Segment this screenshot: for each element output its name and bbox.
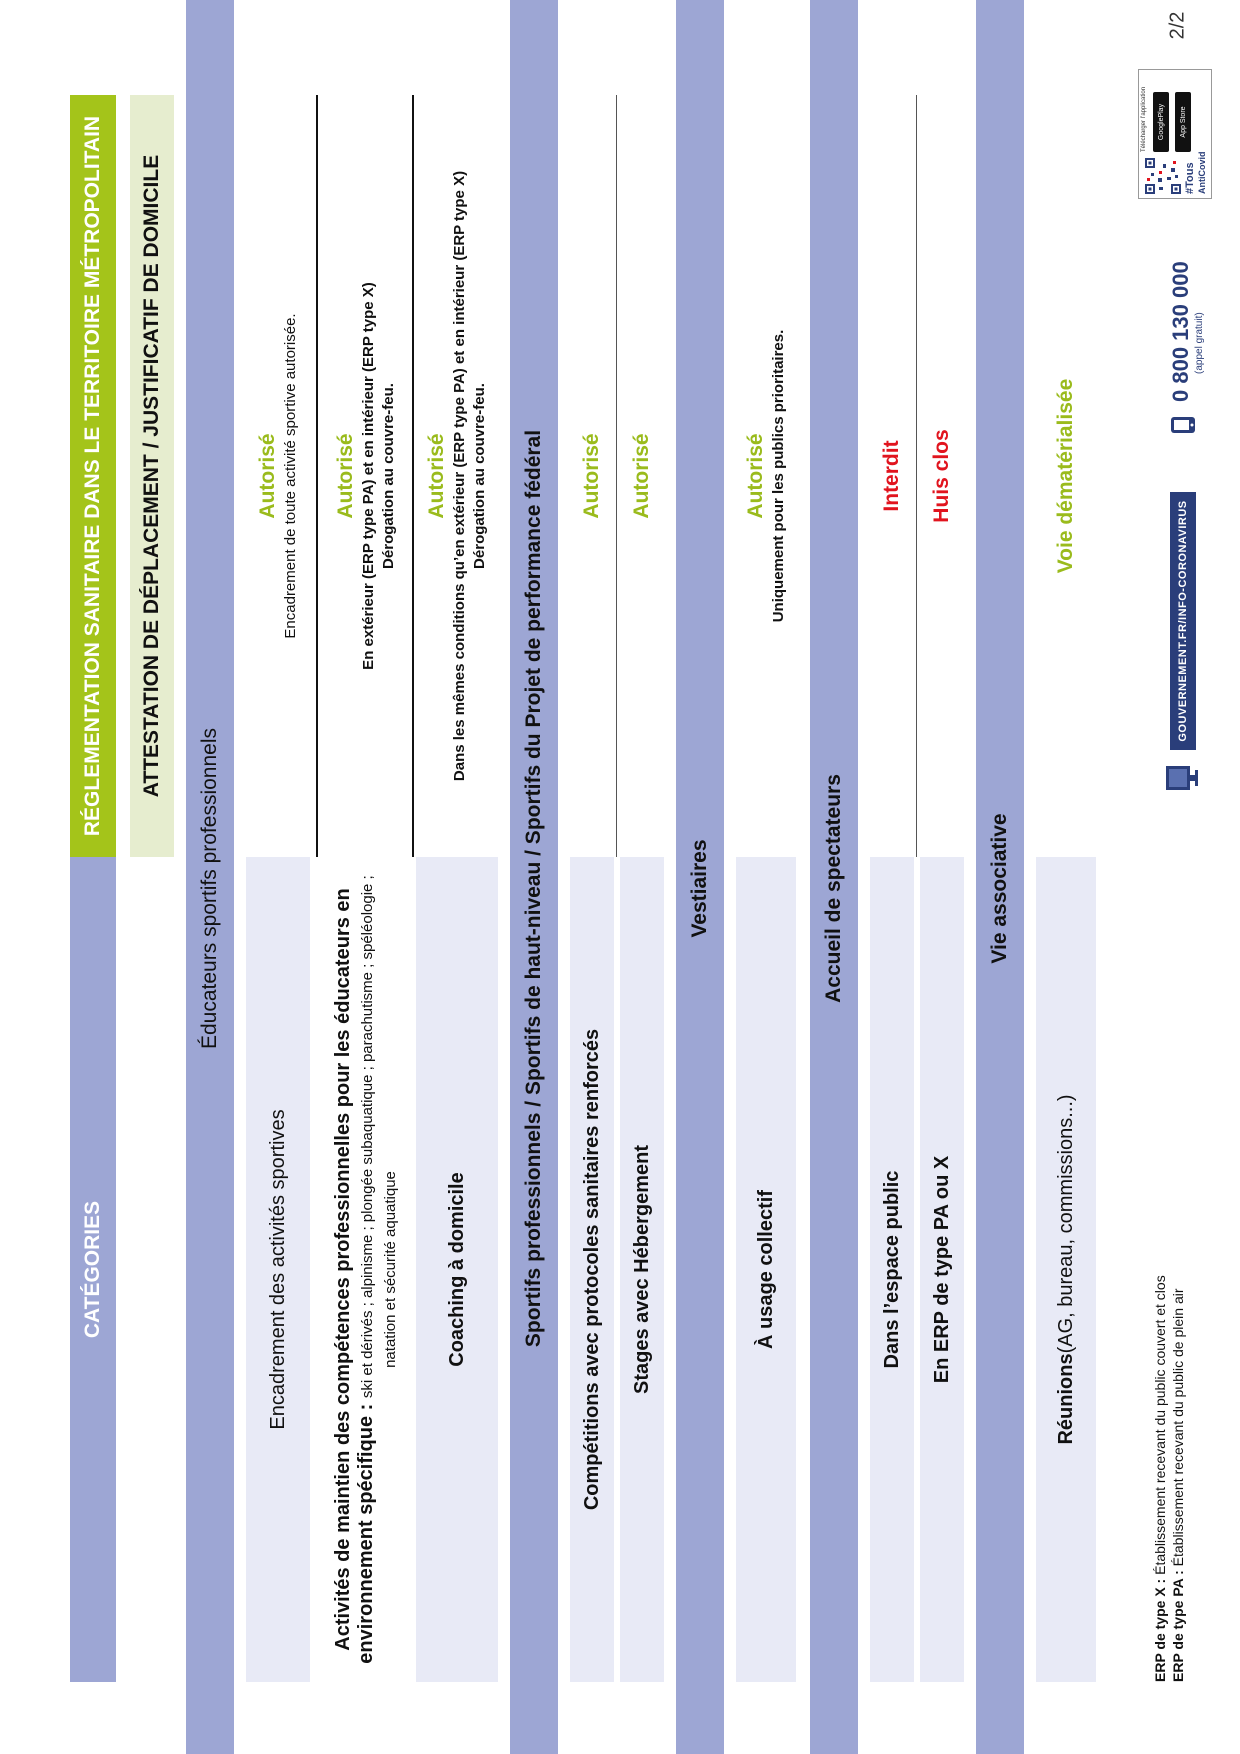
status-note: Uniquement pour les publics prioritaires. [769,329,787,623]
row-coaching [416,0,498,1754]
app-name-2: AntiCovid [1197,151,1207,194]
section-sportifs [510,0,558,1754]
status-text: Interdit [880,440,904,512]
row-usage-collectif [736,0,796,1754]
row-label [332,871,401,1668]
row-label: Compétitions avec protocoles sanitaires renforcés [570,857,614,1682]
row-label-main: Activités de maintien des compétences professionnelles pour les éducateurs en environnement spécifique : [331,888,377,1664]
row-label-main: Réunions [1054,1353,1077,1445]
status-text: Autorisé [630,433,654,519]
section-vestiaires [676,0,724,1754]
legend-erp-x [1152,1275,1170,1682]
section-associative [976,0,1024,1754]
status-text: Autorisé [256,433,280,519]
row-reunions [1036,0,1096,1754]
row-label: Dans l’espace public [870,857,914,1682]
row-status-cell [920,95,964,857]
google-play-button[interactable]: GooglePlay [1153,92,1169,152]
row-status-cell [1036,95,1096,857]
header-row [70,0,116,1754]
section-educateurs [186,0,234,1754]
row-label: Encadrement des activités sportives [246,857,310,1682]
status-note: Encadrement de toute activité sportive autorisée. [281,313,299,639]
app-download-box[interactable] [1138,69,1212,199]
legend-key: ERP de type X : [1152,1578,1168,1682]
app-store-button[interactable]: App Store [1175,92,1191,152]
legend-text: Établissement recevant du public couvert et clos [1152,1275,1168,1579]
row-status-cell [736,95,796,857]
gov-url-link[interactable]: GOUVERNEMENT.FR/INFO-CORONAVIRUS [1170,492,1196,750]
section-spectateurs [810,0,858,1754]
phone-icon [1170,414,1196,436]
phone-note: (appel gratuit) [1194,312,1205,374]
page-number: 2/2 [1166,11,1189,40]
legend-erp-pa [1170,1275,1188,1682]
legend-text: Établissement recevant du public de plein air [1169,1288,1186,1571]
row-erp-pa-x [920,0,964,1754]
categories-header: CATÉGORIES [70,857,116,1682]
row-status-cell [870,95,914,857]
status-text: Autorisé [744,433,768,519]
row-maintien [320,0,412,1754]
phone-number[interactable]: 0 800 130 000 [1168,261,1193,402]
status-text: Autorisé [334,433,358,519]
status-note: Dans les mêmes conditions qu’en extérieur (ERP type PA) et en intérieur (ERP type X) [450,170,468,782]
row-status-cell [416,95,498,857]
section-label: Sportifs professionnels / Sportifs de haut-niveau / Sportifs du Projet de performance fédéral [522,429,545,1348]
row-status-cell [570,95,614,857]
status-note-2: Dérogation au couvre-feu. [470,383,488,569]
app-name: #Tous [1184,162,1196,194]
row-status-cell [320,95,412,857]
row-label-detail: ski et dérivés ; alpinisme ; plongée subaquatique ; parachutisme ; spéléologie ; natation et sécurité aquatique [358,875,399,1399]
section-label: Éducateurs sportifs professionnels [198,728,221,1049]
section-label: Accueil de spectateurs [822,774,845,1003]
row-label-detail: (AG, bureau, commissions...) [1054,1094,1077,1354]
status-note: En extérieur (ERP type PA) et en intérieur (ERP type X) [359,282,377,670]
status-text: Autorisé [425,433,449,519]
subtitle-header: ATTESTATION DE DÉPLACEMENT / JUSTIFICATIF DE DOMICILE [130,95,174,857]
erp-legend [1152,1275,1187,1682]
divider [316,95,318,857]
qr-code-icon [1145,158,1181,194]
monitor-icon [1164,764,1200,792]
row-competitions [570,0,614,1754]
subtitle-row [130,0,174,1754]
divider [916,95,917,857]
row-label: En ERP de type PA ou X [920,857,964,1682]
status-note-2: Dérogation au couvre-feu. [379,383,397,569]
row-label: À usage collectif [736,857,796,1682]
divider [412,95,414,857]
row-label-cell [320,857,412,1682]
section-label: Vestiaires [688,839,711,938]
row-status-cell [620,95,664,857]
row-label: Stages avec Hébergement [620,857,664,1682]
row-espace-public [870,0,914,1754]
row-stages [620,0,664,1754]
row-status-cell [246,95,310,857]
download-label: Télécharger l’application [1141,86,1147,152]
legend-key: ERP de type PA : [1169,1570,1186,1682]
status-text: Autorisé [580,433,604,519]
row-label: Coaching à domicile [416,857,498,1682]
status-text: Huis clos [930,429,954,523]
divider [616,95,617,857]
row-label [1036,857,1096,1682]
section-label: Vie associative [988,813,1011,964]
status-text: Voie dématérialisée [1054,378,1078,574]
title-header: RÉGLEMENTATION SANITAIRE DANS LE TERRITOIRE MÉTROPOLITAIN [70,95,116,857]
row-encadrement [246,0,310,1754]
